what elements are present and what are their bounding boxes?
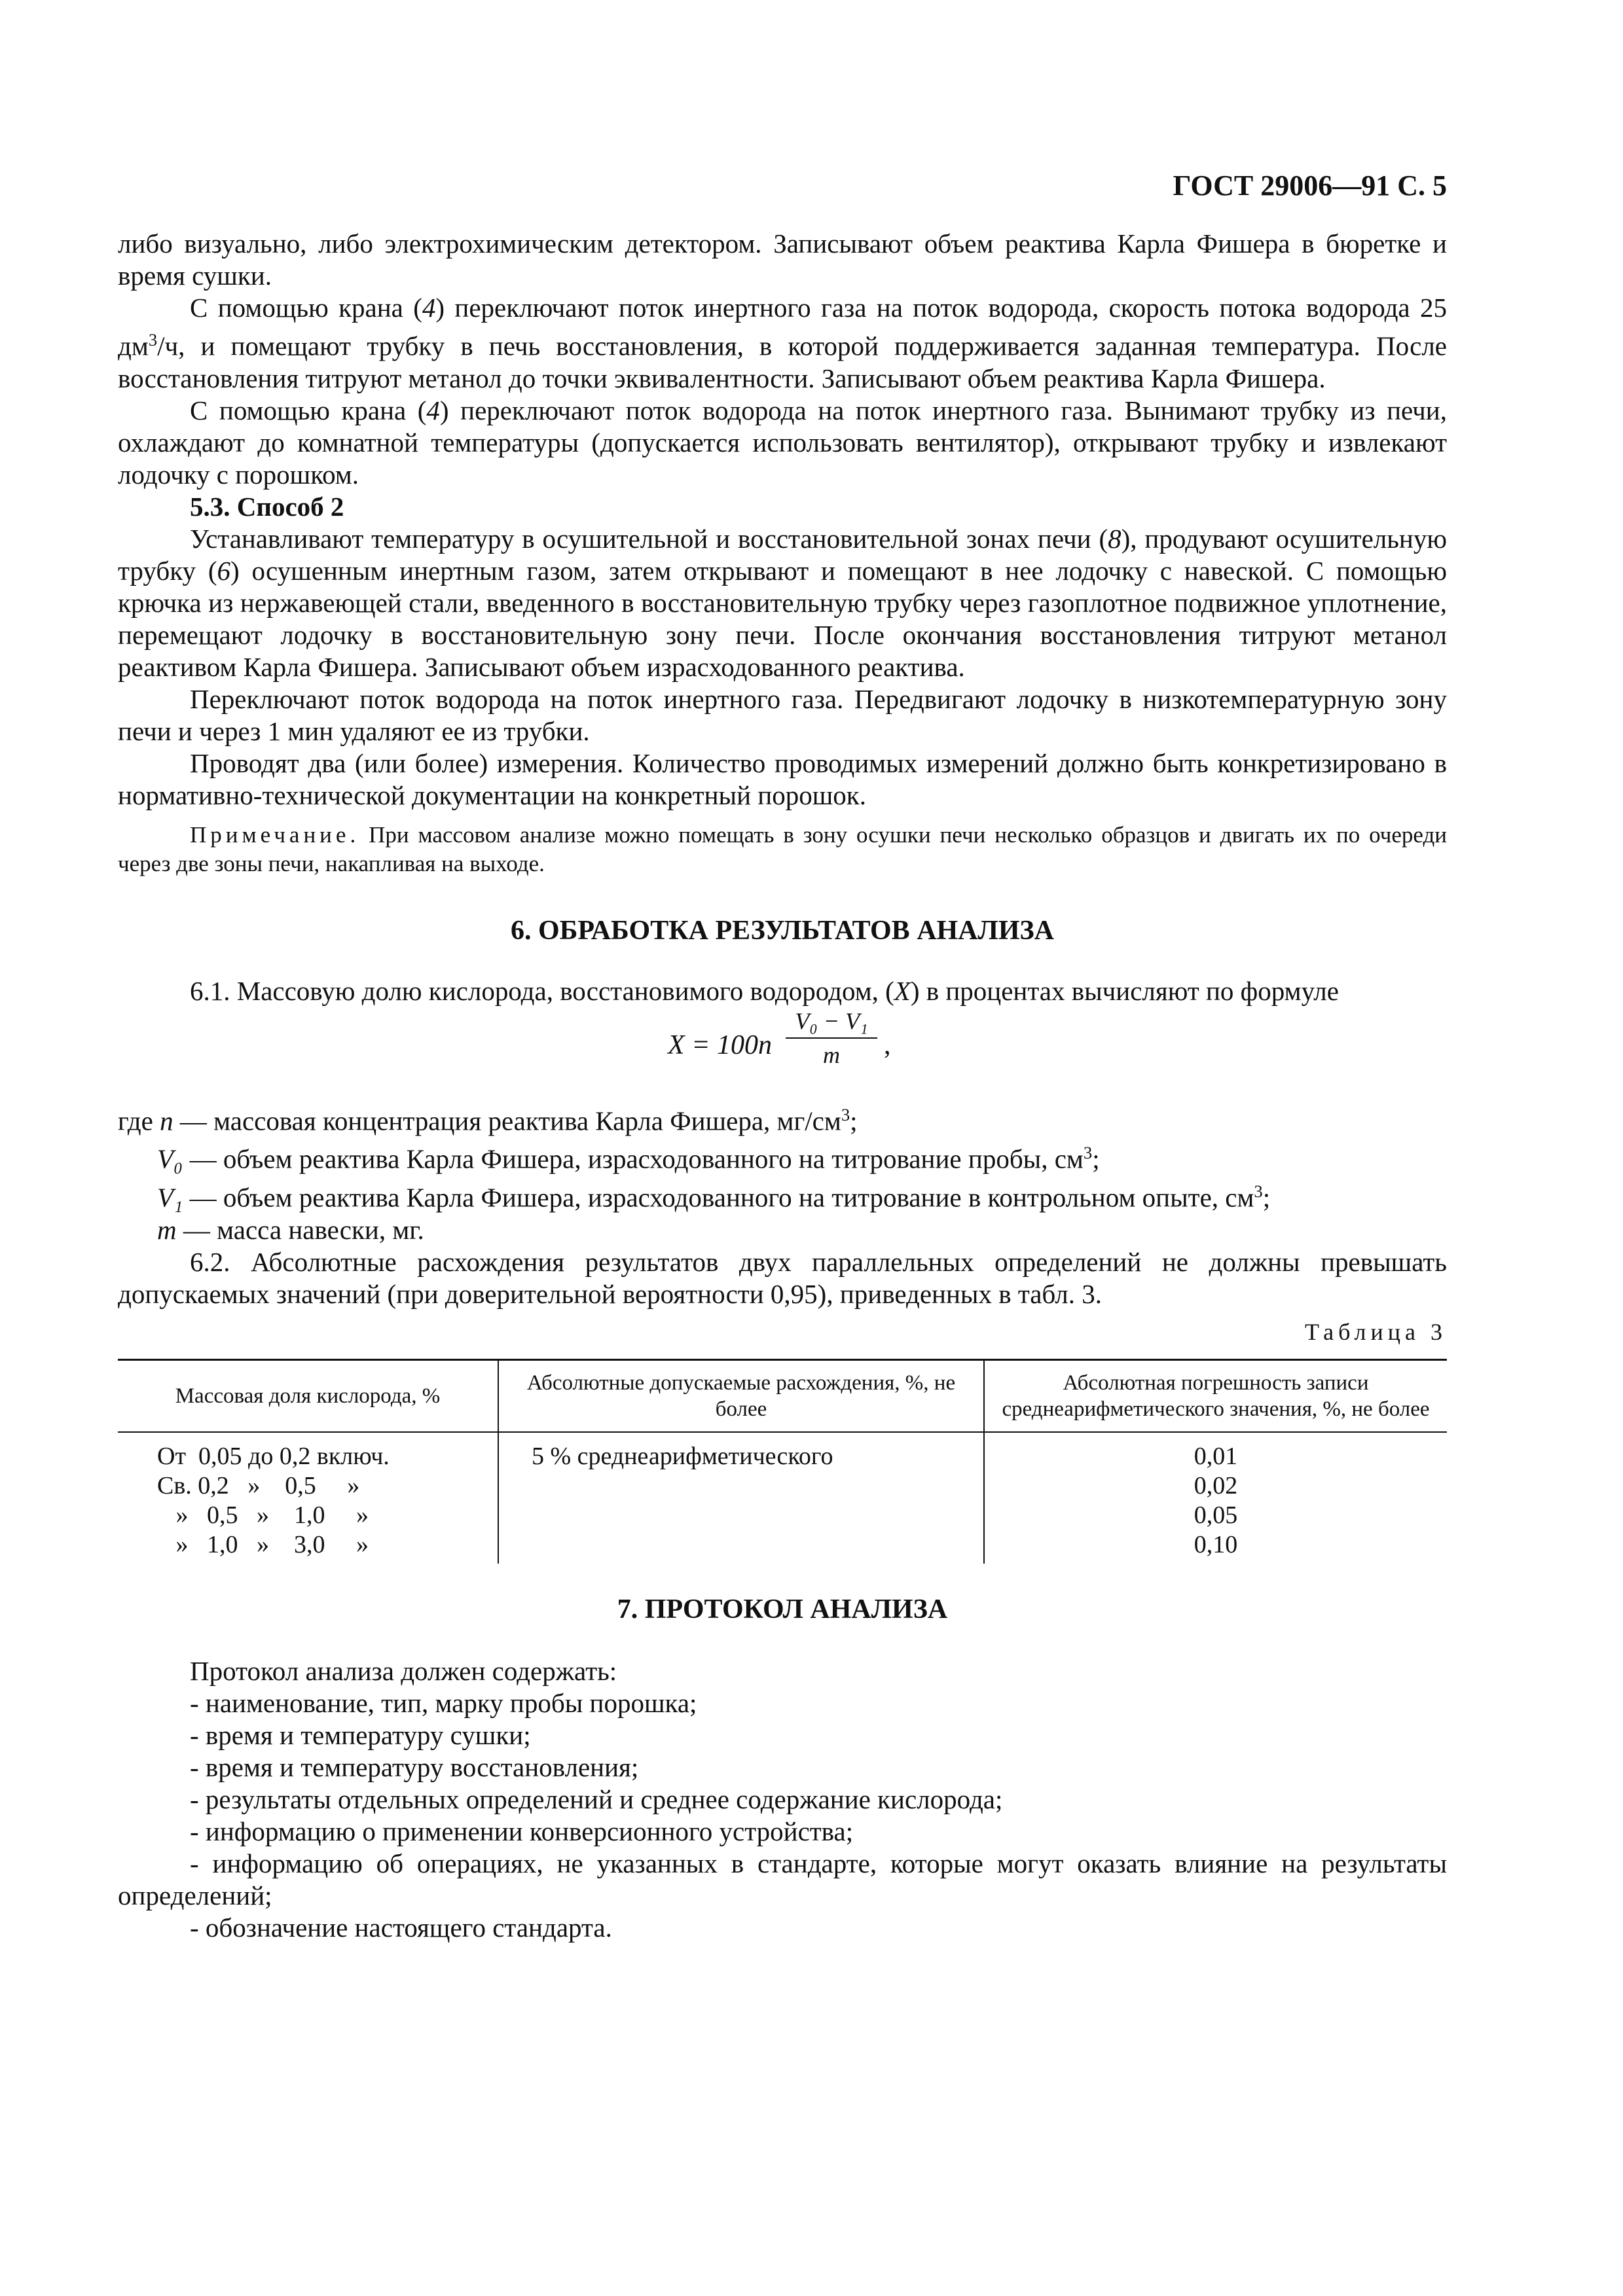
table-cell-range: От 0,05 до 0,2 включ. Св. 0,2 » 0,5 » » 0,5 » 1,0 » » 1,0 » 3,0 » xyxy=(157,1442,390,1558)
def-m: m — масса навески, мг. xyxy=(157,1214,424,1245)
note: Примечание. При массовом анализе можно помещать в зону осушки печи несколько образцов и двигать их по очереди через две зоны печи, накапливая на выходе. xyxy=(118,821,1447,876)
paragraph-method-2: Устанавливают температуру в осушительной и восстановительной зонах печи (8), продувают осушительную трубку (6) осушенным инертным газом, затем открывают и помещают в нее лодочку с навеской. С помощью крючка из нержавеющей стали, введенного в восстановительную трубку через газоплотное подвижное уплотнение, перемещают лодочку в восстановительную зону печи. После окончания восстановления титруют метанол реактивом Карла Фишера. Записывают объем израсходованного реактива. xyxy=(118,523,1447,682)
section-5-3-title: 5.3. Способ 2 xyxy=(190,491,344,522)
list-item: - обозначение настоящего стандарта. xyxy=(190,1912,612,1943)
def-v0: V₀ — объем реактива Карла Фишера, израсходованного на титрование пробы, $см^3$; xyxy=(157,1143,1100,1174)
formula-comma: , xyxy=(884,1030,891,1060)
table-header-oxygen-fraction: Массовая доля кислорода, % xyxy=(118,1359,498,1432)
table-header-error: Абсолютная погрешность записи среднеарифметического значения, %, не более xyxy=(984,1359,1447,1432)
paragraph-move-boat: Переключают поток водорода на поток инертного газа. Передвигают лодочку в низкотемпературную зону печи и через 1 мин удаляют ее из трубки. xyxy=(118,683,1447,746)
formula-denominator: m xyxy=(823,1041,840,1068)
table-header-row xyxy=(118,1359,1447,1432)
formula-numerator: V₀ − V₁ xyxy=(786,1007,877,1039)
formula-lhs: X = 100n xyxy=(668,1030,772,1060)
page-content xyxy=(118,228,1447,1944)
formula xyxy=(118,1007,1447,1099)
document-header: ГОСТ 29006—91 С. 5 xyxy=(1173,170,1447,202)
paragraph-continuation: либо визуально, либо электрохимическим детектором. Записывают объем реактива Карла Фишера в бюретке и время сушки. xyxy=(118,228,1447,291)
def-n: где n — массовая концентрация реактива Карла Фишера, $мг/см^3$; xyxy=(118,1104,858,1136)
table-cell-error: 0,01 0,02 0,05 0,10 xyxy=(984,1432,1447,1564)
protocol-intro: Протокол анализа должен содержать: xyxy=(190,1655,617,1686)
list-item: - информацию о применении конверсионного устройства; xyxy=(190,1816,854,1846)
paragraph-6-2: 6.2. Абсолютные расхождения результатов двух параллельных определений не должны превышать допускаемых значений (при доверительной вероятности 0,95), приведенных в табл. 3. xyxy=(118,1246,1447,1309)
list-item: - информацию об операциях, не указанных в стандарте, которые могут оказать влияние на результаты определений; xyxy=(118,1848,1447,1910)
table-3 xyxy=(118,1359,1447,1564)
paragraph-inert-switch: С помощью крана (4) переключают поток водорода на поток инертного газа. Вынимают трубку из печи, охлаждают до комнатной температуры (допускается использовать вентилятор), открывают трубку и извлекают лодочку с порошком. xyxy=(118,395,1447,490)
variable-definitions xyxy=(118,1099,1447,1246)
list-item: - наименование, тип, марку пробы порошка; xyxy=(190,1687,697,1718)
table-caption: Таблица 3 xyxy=(1305,1318,1447,1345)
paragraph-hydrogen-switch: С помощью крана (4) переключают поток инертного газа на поток водорода, скорость потока водорода 25 $дм^3/ч$, и помещают трубку в печь восстановления, в которой поддерживается заданная температура. После восстановления титруют метанол до точки эквивалентности. Записывают объем реактива Карла Фишера. xyxy=(118,293,1448,393)
list-item: - время и температуру восстановления; xyxy=(190,1751,639,1782)
def-v1: V₁ — объем реактива Карла Фишера, израсходованного на титрование в контрольном опыте, $см^3$; xyxy=(157,1181,1271,1213)
section-7-heading: 7. ПРОТОКОЛ АНАЛИЗА xyxy=(617,1594,948,1624)
list-item: - результаты отдельных определений и среднее содержание кислорода; xyxy=(190,1784,1003,1814)
formula-fraction xyxy=(786,1007,877,1069)
table-header-allowed-discrepancy: Абсолютные допускаемые расхождения, %, не более xyxy=(498,1359,984,1432)
paragraph-6-1: 6.1. Массовую долю кислорода, восстановимого водородом, (X) в процентах вычисляют по формуле xyxy=(190,975,1339,1006)
table-cell-discrepancy: 5 % среднеарифметического xyxy=(498,1432,984,1564)
section-6-heading: 6. ОБРАБОТКА РЕЗУЛЬТАТОВ АНАЛИЗА xyxy=(511,915,1054,946)
paragraph-measurements: Проводят два (или более) измерения. Количество проводимых измерений должно быть конкретизировано в нормативно-технической документации на конкретный порошок. xyxy=(118,747,1447,810)
table-row xyxy=(118,1432,1447,1564)
list-item: - время и температуру сушки; xyxy=(190,1719,531,1750)
